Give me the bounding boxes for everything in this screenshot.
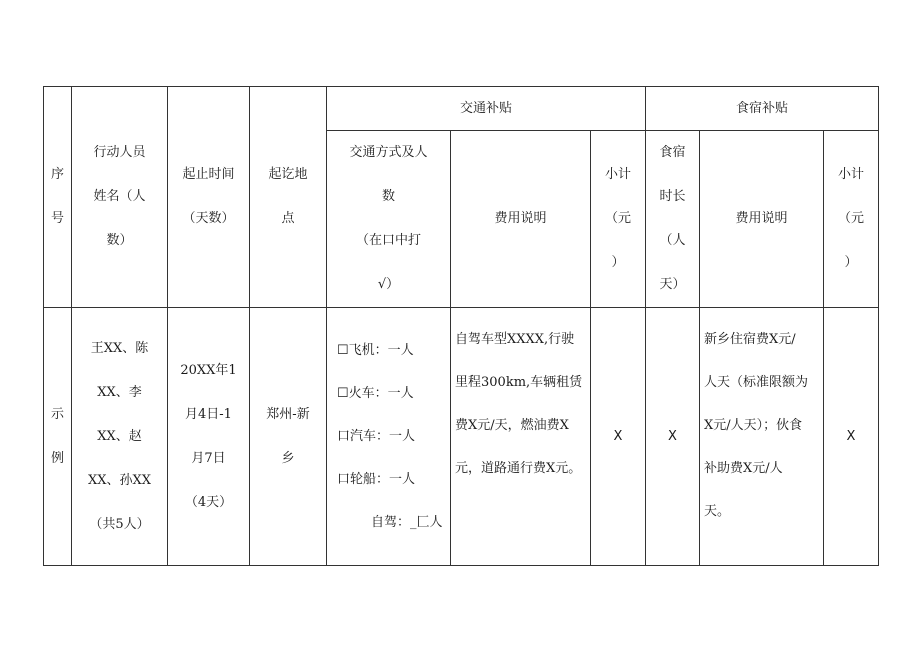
header-seq: 序 号 [44, 87, 72, 308]
header-lodging-fee-desc: 费用说明 [700, 131, 824, 308]
example-lodging-duration: X [646, 308, 700, 566]
mode-ship: 口轮船：一人 [337, 472, 416, 487]
mode-plane: ☐飞机：一人 [337, 343, 414, 358]
header-transport-mode: 交通方式及人 数 （在口中打 √） [327, 131, 451, 308]
header-lodging-duration: 食宿 时长 （人 天） [646, 131, 700, 308]
header-transport-subtotal: 小计 （元 ） [591, 131, 646, 308]
example-transport-subtotal: X [591, 308, 646, 566]
header-period: 起止时间 （天数） [168, 87, 250, 308]
example-period: 20XX年1 月4日-1 月7日 （4天） [168, 308, 250, 566]
header-place: 起讫地 点 [250, 87, 327, 308]
example-row [44, 308, 879, 566]
header-person: 行动人员 姓名（人 数） [72, 87, 168, 308]
header-lodging-subtotal: 小计 （元 ） [824, 131, 879, 308]
example-place: 郑州-新 乡 [250, 308, 327, 566]
header-row-1 [44, 87, 879, 131]
mode-self-drive: 自驾：_匚人 [371, 515, 443, 530]
example-transport-fee-desc: 自驾车型XXXX,行驶 里程300km,车辆租赁 费X元/天，燃油费X 元，道路通行费X元。 [451, 308, 591, 566]
example-transport-mode [327, 308, 451, 566]
subsidy-form-table [43, 86, 879, 566]
example-lodging-subtotal: X [824, 308, 879, 566]
example-seq: 示 例 [44, 308, 72, 566]
example-lodging-fee-desc: 新乡住宿费X元/ 人天（标准限额为 X元/人天）；伙食 补助费X元/人 天。 [700, 308, 824, 566]
header-transport-fee-desc: 费用说明 [451, 131, 591, 308]
header-lodging-group: 食宿补贴 [646, 87, 879, 131]
header-transport-group: 交通补贴 [327, 87, 646, 131]
mode-train: ☐火车：一人 [337, 386, 414, 401]
example-person: 王XX、陈 XX、李 XX、赵 XX、孙XX （共5人） [72, 308, 168, 566]
mode-bus: 口汽车：一人 [337, 429, 416, 444]
